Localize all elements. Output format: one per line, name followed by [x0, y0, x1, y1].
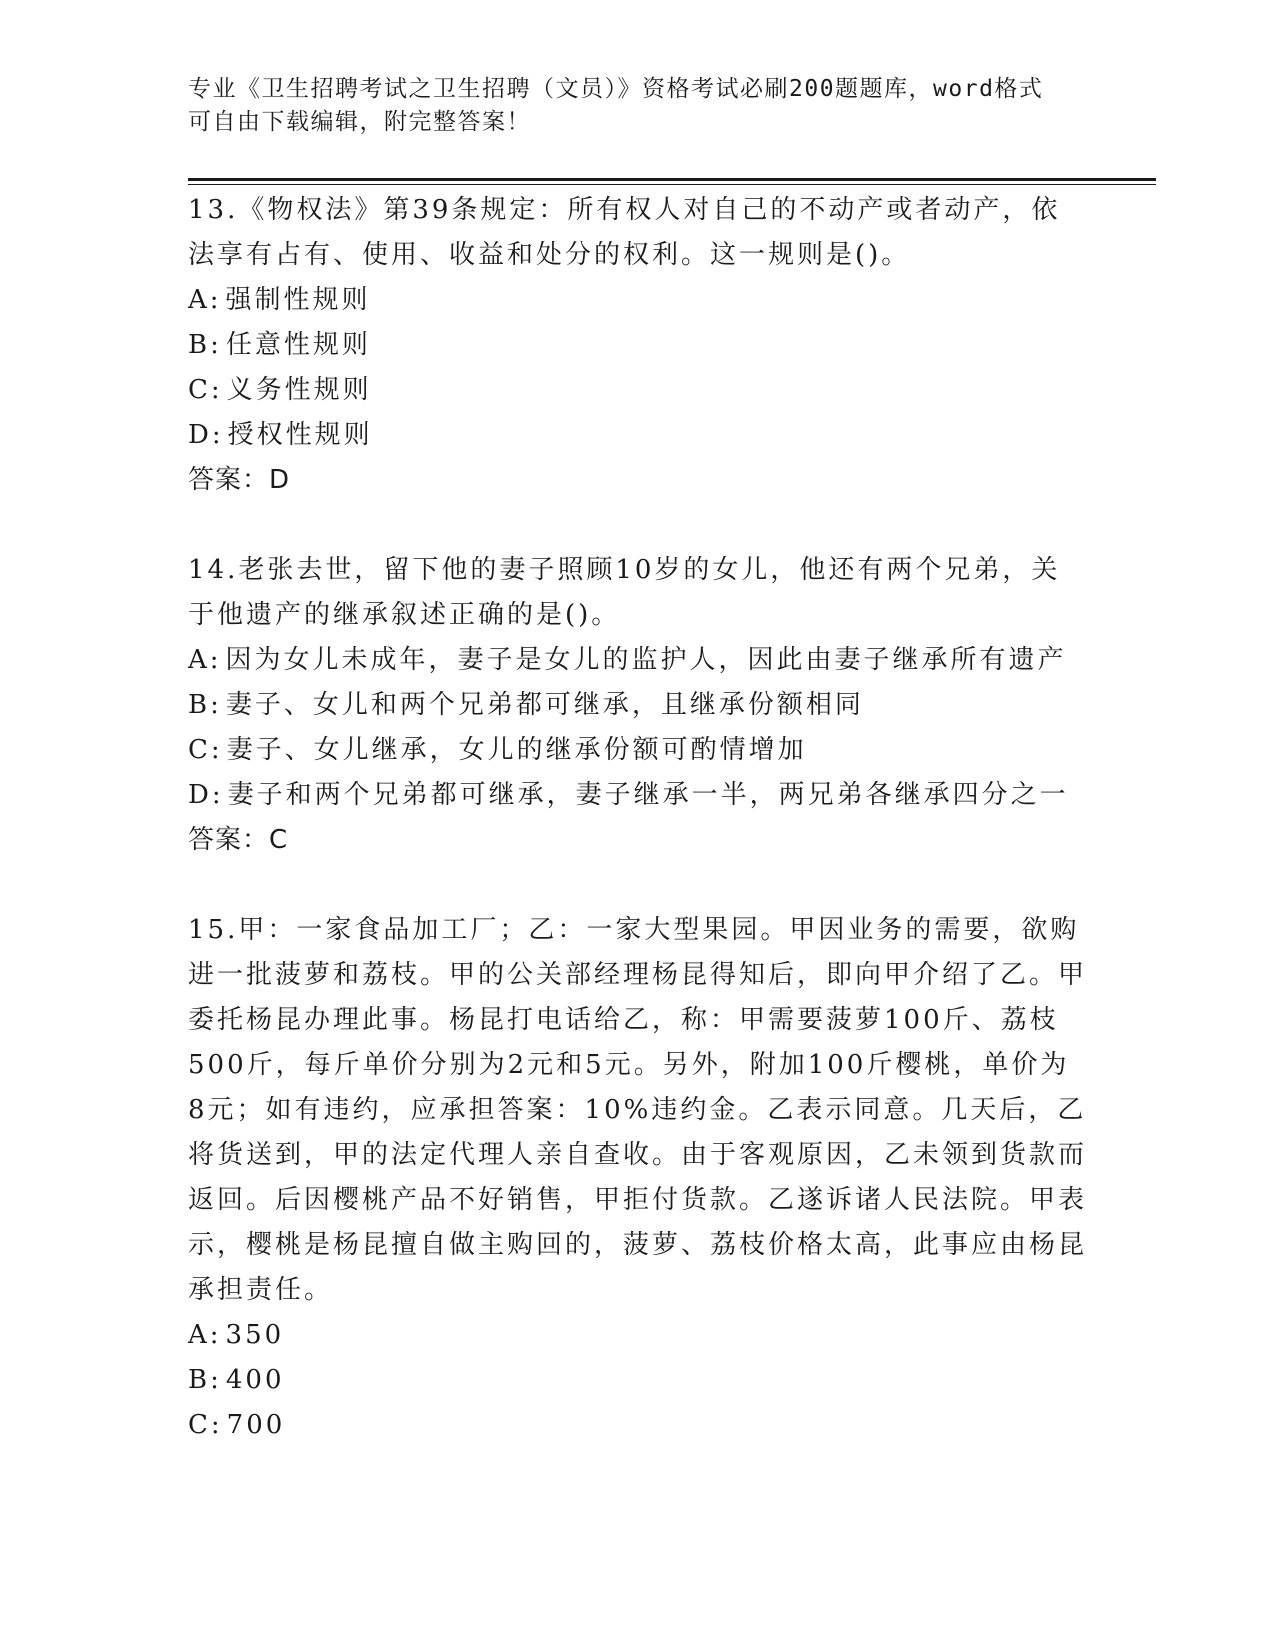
option-d: [188, 413, 1088, 458]
option-text: 任意性规则: [225, 330, 371, 360]
option-b: [188, 683, 1088, 728]
option-text: 义务性规则: [226, 375, 372, 405]
header-divider-thick: [188, 178, 1156, 181]
option-label: C:: [188, 375, 223, 405]
spacer: [188, 863, 1088, 908]
option-text: 350: [225, 1320, 285, 1350]
option-label: D:: [188, 780, 224, 810]
option-a: [188, 1313, 1088, 1358]
question-text: 13.《物权法》第39条规定：所有权人对自己的不动产或者动产，依法享有占有、使用、收益和处分的权利。这一规则是()。: [188, 195, 1061, 270]
option-label: B:: [188, 1365, 222, 1395]
document-header: [188, 73, 1068, 139]
question-13: [188, 188, 1088, 503]
question-text: 15.甲：一家食品加工厂；乙：一家大型果园。甲因业务的需要，欲购进一批菠萝和荔枝。甲的公关部经理杨昆得知后，即向甲介绍了乙。甲委托杨昆办理此事。杨昆打电话给乙，称：甲需要菠萝100斤、荔枝500斤，每斤单价分别为2元和5元。另外，附加100斤樱桃，单价为8元；如有违约，应承担答案：10%违约金。乙表示同意。几天后，乙将货送到，甲的法定代理人亲自查收。由于客观原因，乙未领到货款而返回。后因樱桃产品不好销售，甲拒付货款。乙遂诉诸人民法院。甲表示，樱桃是杨昆擅自做主购回的，菠萝、荔枝价格太高，此事应由杨昆承担责任。: [188, 915, 1088, 1305]
question-text: 14.老张去世，留下他的妻子照顾10岁的女儿，他还有两个兄弟，关于他遗产的继承叙述正确的是()。: [188, 555, 1061, 630]
option-c: [188, 1403, 1088, 1448]
option-label: B:: [188, 330, 222, 360]
option-a: [188, 638, 1088, 683]
option-text: 授权性规则: [227, 420, 373, 450]
option-text: 妻子、女儿和两个兄弟都可继承，且继承份额相同: [225, 690, 864, 720]
option-c: [188, 728, 1088, 773]
answer-line: 答案：C: [188, 825, 289, 855]
option-text: 妻子、女儿继承，女儿的继承份额可酌情增加: [226, 735, 807, 765]
option-b: [188, 323, 1088, 368]
option-text: 强制性规则: [225, 285, 371, 315]
option-text: 400: [225, 1365, 285, 1395]
question-14: [188, 548, 1088, 863]
option-label: A:: [188, 645, 222, 675]
header-line-2: 可自由下载编辑，附完整答案！: [188, 109, 531, 135]
option-label: C:: [188, 735, 223, 765]
option-text: 妻子和两个兄弟都可继承，妻子继承一半，两兄弟各继承四分之一: [227, 780, 1069, 810]
question-list: [188, 188, 1088, 1448]
option-a: [188, 278, 1088, 323]
option-label: C:: [188, 1410, 223, 1440]
option-label: A:: [188, 1320, 222, 1350]
option-d: [188, 773, 1088, 818]
header-line-1: 专业《卫生招聘考试之卫生招聘（文员）》资格考试必刷200题题库，word格式: [188, 76, 1044, 102]
option-label: D:: [188, 420, 224, 450]
option-c: [188, 368, 1088, 413]
option-label: A:: [188, 285, 222, 315]
option-text: 700: [226, 1410, 286, 1440]
option-b: [188, 1358, 1088, 1403]
option-label: B:: [188, 690, 222, 720]
spacer: [188, 503, 1088, 548]
option-text: 因为女儿未成年，妻子是女儿的监护人，因此由妻子继承所有遗产: [225, 645, 1067, 675]
header-divider-thin: [188, 184, 1156, 185]
answer-line: 答案：D: [188, 465, 291, 495]
question-15: [188, 908, 1088, 1448]
